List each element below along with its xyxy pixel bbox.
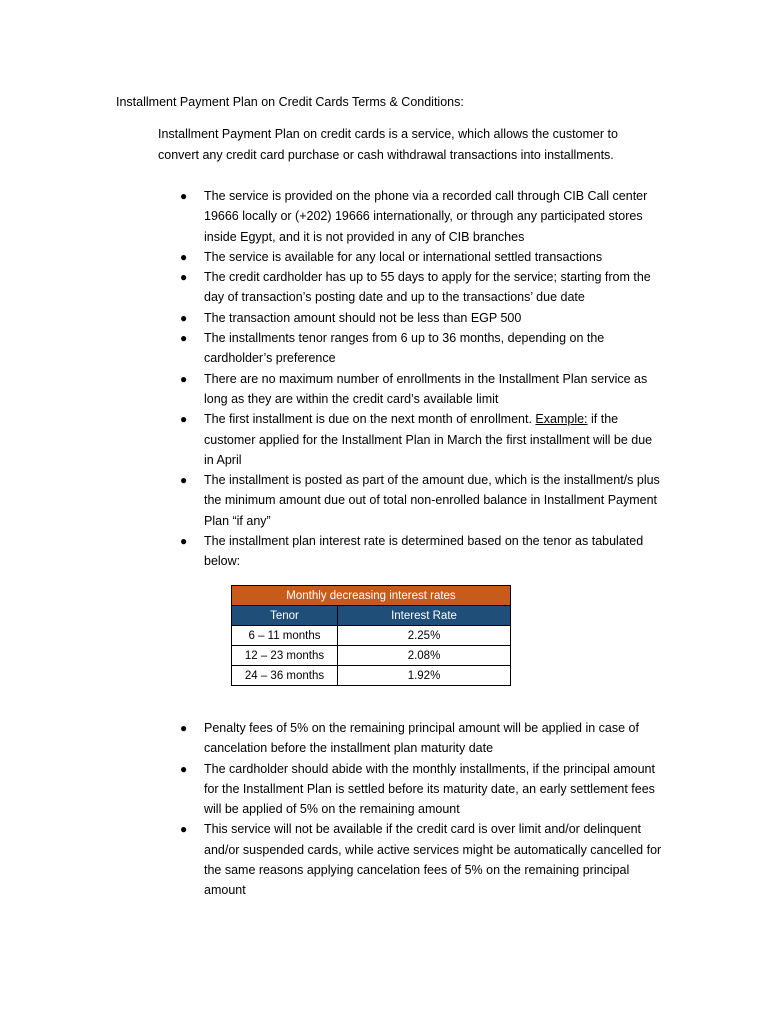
list-item: [0, 531, 662, 572]
bullet-icon: ●: [180, 249, 188, 264]
list-item-text: The service is available for any local or international settled transactions: [204, 249, 603, 264]
list-item-text: if the customer applied for the Installment Plan in March the first installment will be due in April: [204, 412, 653, 467]
bullet-icon: ●: [180, 473, 188, 488]
list-item-text: The installments tenor ranges from 6 up to 36 months, depending on the cardholder’s preference: [204, 331, 605, 366]
document-title: Installment Payment Plan on Credit Cards Terms & Conditions:: [116, 95, 464, 109]
example-label: Example:: [535, 412, 588, 427]
bullet-icon: ●: [180, 412, 188, 427]
list-item: [0, 759, 662, 820]
list-item-text: The installment is posted as part of the amount due, which is the installment/s plus the minimum amount due out of total non-enrolled balance in Installment Payment Plan “if any”: [204, 473, 660, 528]
table-row: [232, 666, 511, 686]
table-cell-rate: 2.25%: [338, 626, 511, 646]
list-item-example: [0, 409, 662, 470]
bullet-icon: ●: [180, 534, 188, 549]
list-item-text: The service is provided on the phone via a recorded call through CIB Call center 19666 locally or (+202) 19666 internationally, or through any participated stores inside Egypt, and it is not provided in any of CIB branches: [204, 189, 648, 244]
intro-paragraph: Installment Payment Plan on credit cards is a service, which allows the customer to convert any credit card purchase or cash withdrawal transactions into installments.: [158, 127, 618, 162]
list-item-text: This service will not be available if the credit card is over limit and/or delinquent and/or suspended cards, while active services might be automatically cancelled for the same reasons applying cancelation fees of 5% on the remaining principal amount: [204, 822, 662, 898]
bullet-icon: ●: [180, 189, 188, 203]
table-cell-rate: 1.92%: [338, 666, 511, 686]
table-caption-row: [232, 586, 511, 606]
list-item-text: The credit cardholder has up to 55 days to apply for the service; starting from the day of transaction’s posting date and up to the transactions’ due date: [204, 270, 651, 305]
bullet-icon: ●: [180, 822, 188, 837]
list-item: [0, 718, 662, 759]
list-item: [0, 328, 662, 369]
list-item-text: The first installment is due on the next month of enrollment.: [204, 412, 536, 427]
table-cell-tenor: 24 – 36 months: [232, 666, 338, 686]
table-row: [232, 626, 511, 646]
list-item: [0, 369, 662, 410]
table-header-interest-rate: Interest Rate: [338, 606, 511, 626]
list-item: [0, 470, 662, 531]
table-row: [232, 646, 511, 666]
list-item: [0, 308, 662, 328]
list-item: [0, 267, 662, 308]
list-item: [0, 186, 662, 247]
bullet-icon: ●: [180, 721, 188, 735]
table-cell-tenor: 6 – 11 months: [232, 626, 338, 646]
list-item: [0, 247, 662, 267]
bullet-icon: ●: [180, 310, 188, 325]
table-cell-tenor: 12 – 23 months: [232, 646, 338, 666]
interest-rate-table: [231, 585, 511, 686]
bullet-icon: ●: [180, 761, 188, 776]
list-item-text: Penalty fees of 5% on the remaining principal amount will be applied in case of cancelation before the installment plan maturity date: [204, 721, 639, 756]
list-item: [0, 819, 662, 900]
bullet-icon: ●: [180, 331, 188, 346]
list-item-text: The transaction amount should not be less than EGP 500: [204, 310, 522, 325]
bullet-icon: ●: [180, 371, 188, 386]
terms-list-bottom: [0, 718, 768, 901]
list-item-text: There are no maximum number of enrollments in the Installment Plan service as long as they are within the credit card’s available limit: [204, 371, 648, 406]
table-header-tenor: Tenor: [232, 606, 338, 626]
bullet-icon: ●: [180, 270, 188, 285]
list-item-text: The cardholder should abide with the monthly installments, if the principal amount for the Installment Plan is settled before its maturity date, an early settlement fees will be applied of 5% on the remaining amount: [204, 761, 655, 817]
table-cell-rate: 2.08%: [338, 646, 511, 666]
table-header-row: [232, 606, 511, 626]
terms-list-top: [0, 186, 768, 572]
list-item-text: The installment plan interest rate is determined based on the tenor as tabulated below:: [204, 534, 644, 569]
table-caption: Monthly decreasing interest rates: [232, 586, 511, 606]
